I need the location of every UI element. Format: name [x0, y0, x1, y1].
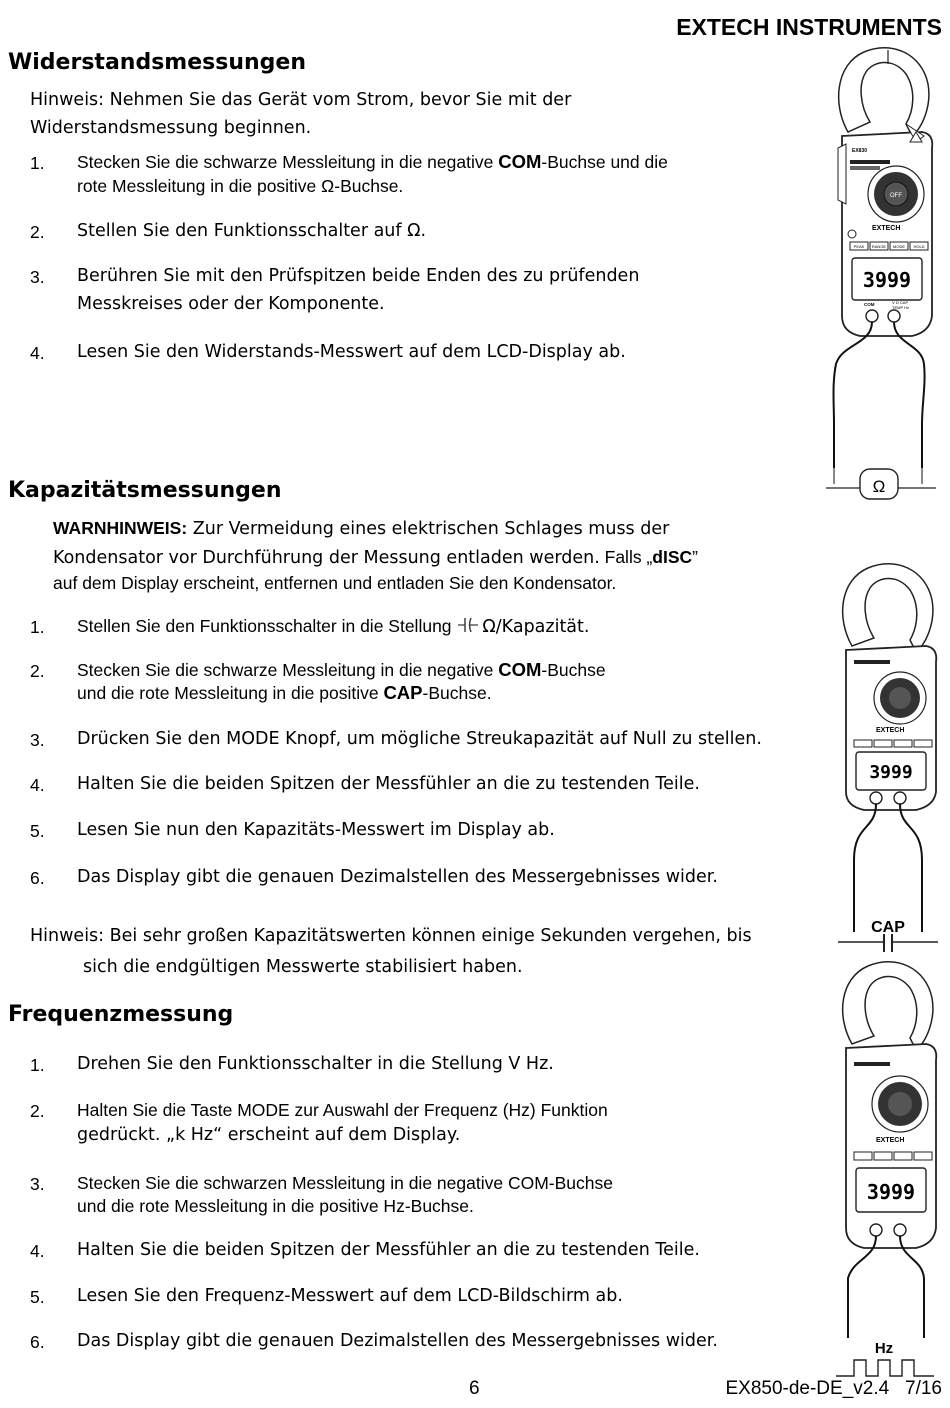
- meter-body: [846, 1044, 936, 1248]
- step-number: 1.: [30, 153, 45, 173]
- step-text-part: und die rote Messleitung in die positive: [77, 683, 384, 703]
- capacitance-note-line: Hinweis: Bei sehr großen Kapazitätswerten können einige Sekunden vergehen, bis: [30, 926, 752, 946]
- step-number: 4.: [30, 343, 45, 363]
- step-number: 5.: [30, 821, 45, 841]
- button-label: PEAK: [853, 244, 865, 249]
- warning-label: WARNHINWEIS:: [53, 518, 188, 538]
- button-label: HOLD: [913, 244, 925, 249]
- step-number: 2.: [30, 661, 45, 681]
- step-text-part: Ω/Kapazität.: [482, 617, 590, 637]
- button-label: MODE: [893, 244, 905, 249]
- step-number: 4.: [30, 775, 45, 795]
- meter-illustration-resistance: [812, 44, 950, 500]
- meter-illustration-frequency: [818, 958, 950, 1400]
- hz-label: Hz: [874, 1340, 894, 1357]
- step-number: 6.: [30, 1332, 45, 1352]
- jack-label: COM: [864, 302, 875, 307]
- clamp-jaw: [843, 564, 933, 652]
- warning-text: Falls „: [599, 547, 653, 567]
- capacitor-icon: [456, 615, 482, 635]
- step-text-part: -Buchse.: [422, 683, 492, 703]
- warning-text: auf dem Display erscheint, entfernen und entladen Sie den Kondensator.: [53, 573, 617, 593]
- section-title-capacitance: Kapazitätsmessungen: [8, 478, 282, 503]
- step-number: 1.: [30, 617, 45, 637]
- meter-illustration-capacitance: [818, 560, 950, 960]
- frequency-symbol: [836, 1340, 934, 1376]
- step-text: Lesen Sie den Frequenz-Messwert auf dem LCD-Bildschirm ab.: [77, 1286, 623, 1306]
- step-number: 2.: [30, 1101, 45, 1121]
- lcd-readout: 3999: [862, 268, 912, 292]
- step-text: [77, 613, 589, 641]
- step-text-line: Messkreises oder der Komponente.: [77, 294, 385, 314]
- warning-text: Kondensator vor Durchführung der Messung entladen werden.: [53, 548, 600, 568]
- resistance-note-line: Hinweis: Nehmen Sie das Gerät vom Strom, bevor Sie mit der: [30, 90, 572, 110]
- step-text-part: rote Messleitung in die positive Ω-Buchse.: [77, 176, 404, 196]
- test-leads: [854, 804, 922, 932]
- step-text: [77, 1097, 608, 1149]
- capacitance-warning: [53, 514, 698, 596]
- step-text: [77, 657, 606, 706]
- step-text: [77, 262, 639, 318]
- meter-body: [846, 646, 936, 810]
- warning-code: dISC: [652, 547, 693, 567]
- step-number: 2.: [30, 222, 45, 242]
- step-text-bold: COM: [498, 151, 542, 172]
- step-text: Drücken Sie den MODE Knopf, um mögliche Streukapazität auf Null zu stellen.: [77, 729, 762, 749]
- warning-text: ”: [692, 547, 698, 567]
- step-text: Das Display gibt die genauen Dezimalstellen des Messergebnisses wider.: [77, 1331, 718, 1351]
- step-text-line: Berühren Sie mit den Prüfspitzen beide Enden des zu prüfenden: [77, 266, 640, 286]
- svg-text:OFF: OFF: [890, 193, 902, 199]
- meter-brand: EXTECH: [876, 1137, 905, 1144]
- step-text-part: Stecken Sie die schwarze Messleitung in die negative: [77, 660, 499, 680]
- step-text-part: Stellen Sie den Funktionsschalter in die Stellung: [77, 616, 457, 636]
- step-text: [77, 1170, 613, 1219]
- brand-header: EXTECH INSTRUMENTS: [676, 14, 942, 40]
- step-text-line: gedrückt. „k Hz“ erscheint auf dem Display.: [77, 1125, 461, 1145]
- step-text: Halten Sie die beiden Spitzen der Messfühler an die zu testenden Teile.: [77, 774, 700, 794]
- section-title-frequency: Frequenzmessung: [8, 1002, 234, 1027]
- resistance-note: [30, 86, 571, 142]
- step-number: 4.: [30, 1241, 45, 1261]
- step-number: 1.: [30, 1055, 45, 1075]
- step-number: 3.: [30, 1174, 45, 1194]
- ohm-label: Ω: [872, 477, 886, 496]
- lcd-readout: 3999: [869, 762, 913, 783]
- step-text: Lesen Sie den Widerstands-Messwert auf dem LCD-Display ab.: [77, 342, 626, 362]
- step-text-line: Stecken Sie die schwarzen Messleitung in die negative COM-Buchse: [77, 1173, 613, 1193]
- section-title-resistance: Widerstandsmessungen: [8, 50, 306, 75]
- lcd-readout: 3999: [866, 1180, 916, 1204]
- step-number: 3.: [30, 267, 45, 287]
- meter-brand: EXTECH: [872, 225, 901, 232]
- resistance-note-line: Widerstandsmessung beginnen.: [30, 118, 312, 138]
- cap-label: CAP: [871, 919, 905, 936]
- step-number: 6.: [30, 868, 45, 888]
- step-text-bold: COM: [498, 659, 542, 680]
- clamp-jaw: [839, 48, 929, 136]
- step-number: 5.: [30, 1287, 45, 1307]
- capacitance-note-line: sich die endgültigen Messwerte stabilisiert haben.: [83, 957, 523, 977]
- step-text: [77, 149, 668, 199]
- jack-label: TEMP Hz: [892, 305, 910, 310]
- meter-model: EX830: [852, 148, 868, 154]
- jack-label: V Ω CAP: [892, 300, 909, 305]
- step-text: Stellen Sie den Funktionsschalter auf Ω.: [77, 221, 427, 241]
- button-label: RANGE: [871, 244, 887, 249]
- resistor-symbol: [826, 469, 936, 499]
- clamp-jaw: [843, 962, 933, 1050]
- step-text-part: -Buchse und die: [541, 152, 668, 172]
- step-text-line: Halten Sie die Taste MODE zur Auswahl der Frequenz (Hz) Funktion: [77, 1100, 608, 1120]
- step-text-part: Stecken Sie die schwarze Messleitung in die negative: [77, 152, 499, 172]
- step-text: Lesen Sie nun den Kapazitäts-Messwert im Display ab.: [77, 820, 555, 840]
- document-id: EX850-de-DE_v2.4 7/16: [725, 1378, 942, 1399]
- test-leads: [834, 322, 925, 484]
- step-number: 3.: [30, 730, 45, 750]
- step-text-bold: CAP: [383, 682, 423, 703]
- step-text: Das Display gibt die genauen Dezimalstellen des Messergebnisses wider.: [77, 867, 718, 887]
- capacitance-note: [30, 922, 752, 981]
- step-text: Drehen Sie den Funktionsschalter in die Stellung V Hz.: [77, 1054, 554, 1074]
- step-text-part: -Buchse: [541, 660, 606, 680]
- meter-body: [838, 124, 932, 336]
- step-text: Halten Sie die beiden Spitzen der Messfühler an die zu testenden Teile.: [77, 1240, 700, 1260]
- meter-brand: EXTECH: [876, 727, 905, 734]
- test-leads: [848, 1236, 924, 1338]
- step-text-line: und die rote Messleitung in die positive Hz-Buchse.: [77, 1196, 474, 1216]
- warning-text: Zur Vermeidung eines elektrischen Schlages muss der: [192, 519, 670, 539]
- page-number: 6: [469, 1378, 480, 1399]
